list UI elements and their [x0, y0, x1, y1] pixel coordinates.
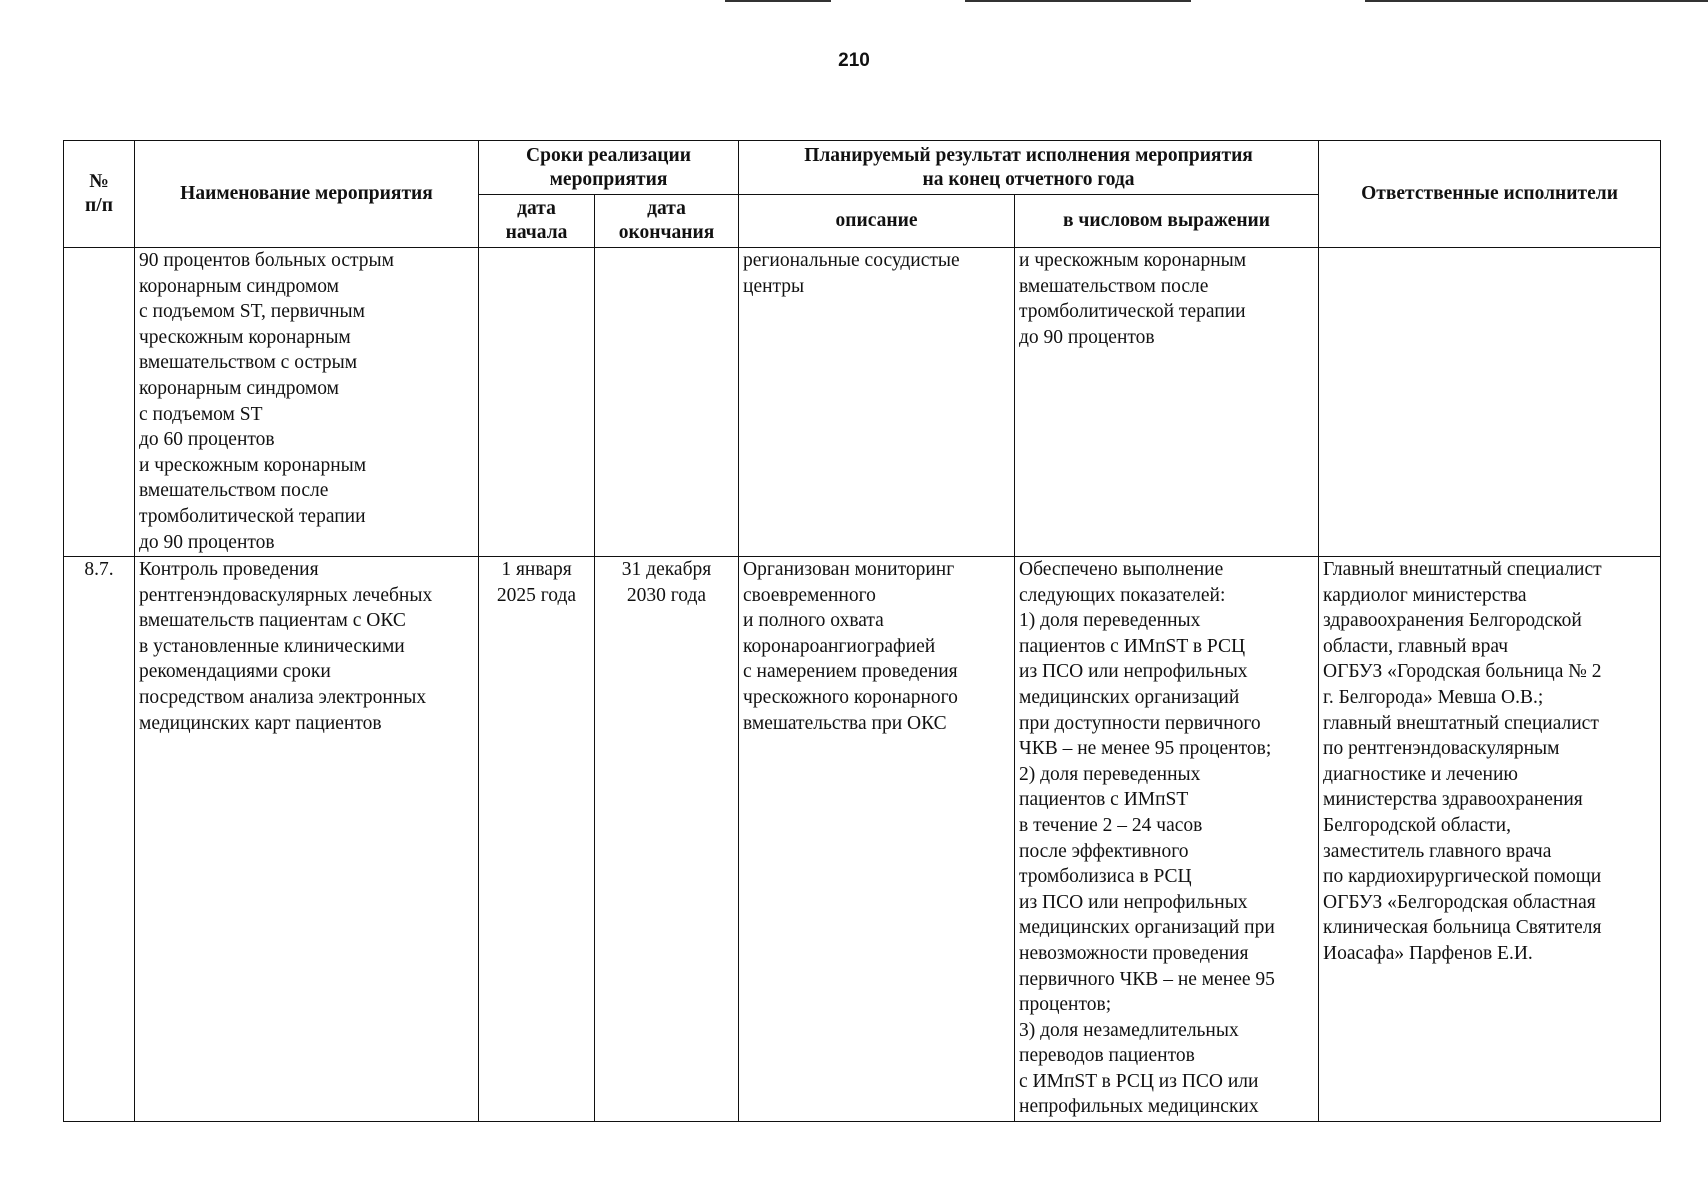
row-date-end [595, 248, 739, 557]
header-number: № п/п [64, 141, 135, 248]
row-number: 8.7. [64, 557, 135, 1122]
header-dates-group: Сроки реализации мероприятия [479, 141, 739, 195]
header-date-start: дата начала [479, 195, 595, 248]
header-date-end: дата окончания [595, 195, 739, 248]
row-activity-name: 90 процентов больных острым коронарным синдромом с подъемом ST, первичным чрескожным коронарным вмешательством с острым коронарным синдромом с подъемом ST до 60 процентов и чрескожным коронарным вмешательством после тромболитической терапии до 90 процентов [135, 248, 479, 557]
row-responsible [1319, 248, 1661, 557]
table-row [64, 557, 1661, 1122]
top-rule-1 [725, 0, 831, 2]
row-date-start [479, 248, 595, 557]
top-rule-2 [965, 0, 1191, 2]
row-number [64, 248, 135, 557]
header-activity-name: Наименование мероприятия [135, 141, 479, 248]
row-date-end: 31 декабря 2030 года [595, 557, 739, 1122]
row-activity-name: Контроль проведения рентгенэндоваскулярных лечебных вмешательств пациентам с ОКС в установленные клиническими рекомендациями сроки посредством анализа электронных медицинских карт пациентов [135, 557, 479, 1122]
header-numeric: в числовом выражении [1015, 195, 1319, 248]
row-responsible: Главный внештатный специалист кардиолог министерства здравоохранения Белгородской области, главный врач ОГБУЗ «Городская больница № 2 г. Белгорода» Мевша О.В.; главный внештатный специалист по рентгенэндоваскулярным диагностике и лечению министерства здравоохранения Белгородской области, заместитель главного врача по кардиохирургической помощи ОГБУЗ «Белгородская областная клиническая больница Святителя Иоасафа» Парфенов Е.И. [1319, 557, 1661, 1122]
header-result-group: Планируемый результат исполнения мероприятия на конец отчетного года [739, 141, 1319, 195]
header-description: описание [739, 195, 1015, 248]
row-numeric: и чрескожным коронарным вмешательством после тромболитической терапии до 90 процентов [1015, 248, 1319, 557]
page-number: 210 [838, 50, 870, 71]
table-row [64, 248, 1661, 557]
row-description: региональные сосудистые центры [739, 248, 1015, 557]
row-description: Организован мониторинг своевременного и полного охвата коронароангиографией с намерением проведения чрескожного коронарного вмешательства при ОКС [739, 557, 1015, 1122]
top-rule-3 [1365, 0, 1708, 2]
row-numeric: Обеспечено выполнение следующих показателей: 1) доля переведенных пациентов с ИМпST в РСЦ из ПСО или непрофильных медицинских организаций при доступности первичного ЧКВ – не менее 95 процентов; 2) доля переведенных пациентов с ИМпST в течение 2 – 24 часов после эффективного тромболизиса в РСЦ из ПСО или непрофильных медицинских организаций при невозможности проведения первичного ЧКВ – не менее 95 процентов; 3) доля незамедлительных переводов пациентов с ИМпST в РСЦ из ПСО или непрофильных медицинских [1015, 557, 1319, 1122]
row-date-start: 1 января 2025 года [479, 557, 595, 1122]
header-responsible: Ответственные исполнители [1319, 141, 1661, 248]
activities-table [63, 140, 1661, 1122]
